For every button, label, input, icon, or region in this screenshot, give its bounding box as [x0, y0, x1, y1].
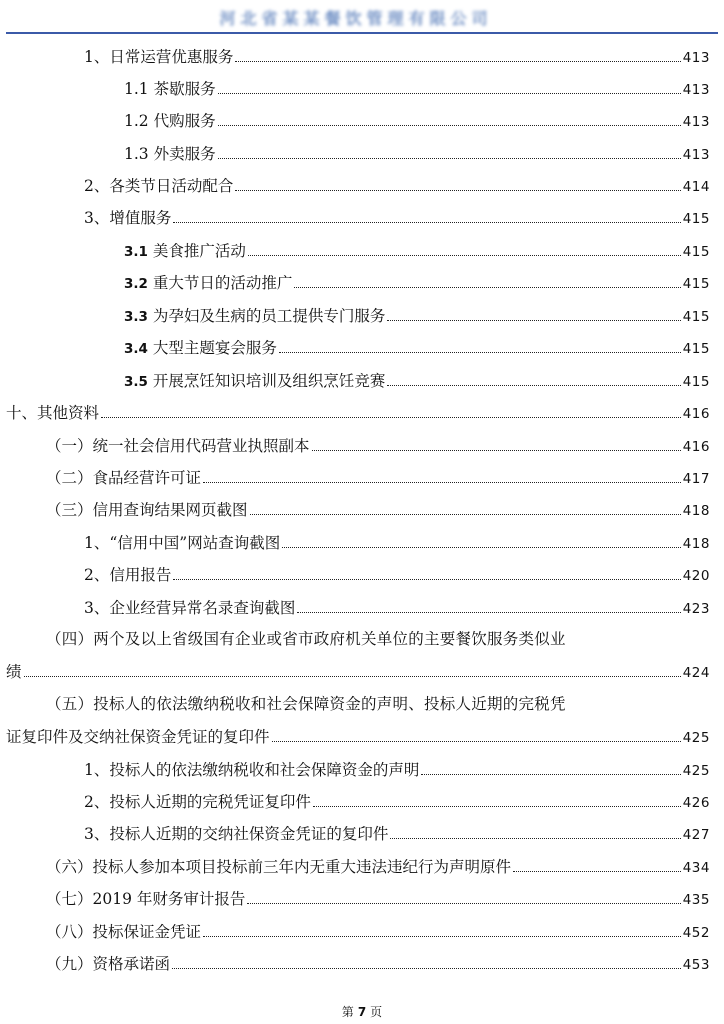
toc-entry-title: [124, 304, 385, 329]
toc-leader-dots: [312, 433, 681, 451]
toc-entry-title: [124, 369, 385, 394]
toc-entry-title: （一）统一社会信用代码营业执照副本: [46, 437, 310, 455]
toc-entry-title-line2: 绩: [6, 663, 22, 681]
toc-entry-page: 434: [682, 860, 710, 876]
toc-entry-title: （七）2019 年财务审计报告: [46, 890, 246, 908]
toc-leader-dots: [101, 400, 681, 418]
toc-entry-title: 2、信用报告: [84, 566, 172, 584]
toc-entry-page: 424: [682, 665, 710, 681]
toc-entry[interactable]: [0, 886, 710, 910]
toc-leader-dots: [218, 141, 681, 159]
toc-entry-text: 开展烹饪知识培训及组织烹饪竞赛: [147, 372, 386, 390]
toc-leader-dots: [235, 44, 680, 62]
toc-leader-dots: [390, 821, 680, 839]
toc-entry-title: 十、其他资料: [6, 404, 100, 422]
toc-entry-title: 3、企业经营异常名录查询截图: [84, 599, 296, 617]
toc-entry[interactable]: [0, 238, 710, 262]
toc-entry-page: 423: [682, 601, 710, 617]
toc-entry[interactable]: [0, 141, 710, 165]
toc-leader-dots: [173, 205, 680, 223]
toc-entry-number: 3.4: [124, 341, 148, 357]
toc-entry-text: 大型主题宴会服务: [147, 339, 277, 357]
toc-leader-dots: [203, 919, 681, 937]
toc-entry-title: （八）投标保证金凭证: [46, 923, 202, 941]
toc-entry-page: 417: [682, 471, 710, 487]
footer-suffix: 页: [370, 1005, 383, 1019]
toc-leader-dots: [24, 659, 681, 677]
toc-entry-title: （九）资格承诺函: [46, 955, 171, 973]
toc-entry[interactable]: [0, 595, 710, 619]
toc-entry-page: 453: [682, 957, 710, 973]
toc-entry-number: 3.3: [124, 309, 148, 325]
toc-entry[interactable]: [0, 205, 710, 229]
toc-entry-title-line1[interactable]: （五）投标人的依法缴纳税收和社会保障资金的声明、投标人近期的完税凭: [46, 695, 566, 713]
toc-entry-page: 425: [682, 763, 710, 779]
toc-entry[interactable]: [0, 530, 710, 554]
toc-entry-number: 3.1: [124, 244, 148, 260]
toc-leader-dots: [282, 530, 681, 548]
toc-entry[interactable]: [0, 659, 710, 683]
toc-entry-title: [124, 336, 277, 361]
toc-entry-title: 3、投标人近期的交纳社保资金凭证的复印件: [84, 825, 389, 843]
toc-entry-number: 3.5: [124, 374, 148, 390]
toc-entry-title: （六）投标人参加本项目投标前三年内无重大违法违纪行为声明原件: [46, 858, 512, 876]
toc-entry[interactable]: [0, 400, 710, 424]
toc-entry[interactable]: [0, 562, 710, 586]
toc-entry-page: 413: [682, 147, 710, 163]
toc-entry-page: 426: [682, 795, 710, 811]
toc-entry[interactable]: [0, 821, 710, 845]
toc-entry-page: 416: [682, 406, 710, 422]
toc-leader-dots: [235, 173, 680, 191]
toc-entry-page: 415: [682, 211, 710, 227]
toc-leader-dots: [297, 595, 680, 613]
toc-entry-title: [124, 239, 246, 264]
toc-leader-dots: [279, 335, 681, 353]
toc-entry[interactable]: [0, 919, 710, 943]
toc-entry-title: [124, 271, 292, 296]
toc-entry-page: 413: [682, 82, 710, 98]
toc-leader-dots: [387, 368, 680, 386]
toc-leader-dots: [250, 497, 681, 515]
toc-entry-page: 415: [682, 276, 710, 292]
toc-entry[interactable]: [0, 173, 710, 197]
toc-entry-page: 415: [682, 244, 710, 260]
toc-leader-dots: [272, 724, 681, 742]
toc-leader-dots: [248, 238, 681, 256]
toc-entry-title: 1、投标人的依法缴纳税收和社会保障资金的声明: [84, 761, 420, 779]
toc-entry-title: 1.1 茶歇服务: [124, 80, 216, 98]
toc-entry-page: 420: [682, 568, 710, 584]
toc-leader-dots: [247, 886, 680, 904]
toc-entry-title: 1.2 代购服务: [124, 112, 216, 130]
toc-entry[interactable]: [0, 854, 710, 878]
toc-entry-title: 1.3 外卖服务: [124, 145, 216, 163]
toc-entry-text: 重大节日的活动推广: [147, 274, 293, 292]
toc-entry-page: 425: [682, 730, 710, 746]
toc-entry-title: 3、增值服务: [84, 209, 172, 227]
toc-entry-title: 1、日常运营优惠服务: [84, 48, 234, 66]
toc-entry-text: 为孕妇及生病的员工提供专门服务: [147, 307, 386, 325]
toc-leader-dots: [513, 854, 681, 872]
toc-entry[interactable]: [0, 433, 710, 457]
toc-entry[interactable]: [0, 108, 710, 132]
toc-entry[interactable]: [0, 465, 710, 489]
toc-entry-title: （二）食品经营许可证: [46, 469, 202, 487]
toc-entry[interactable]: [0, 724, 710, 748]
toc-entry-title-line2: 证复印件及交纳社保资金凭证的复印件: [6, 728, 270, 746]
toc-entry[interactable]: [0, 757, 710, 781]
toc-entry-page: 413: [682, 50, 710, 66]
toc-entry-title: 2、投标人近期的完税凭证复印件: [84, 793, 311, 811]
footer-page-number: 7: [357, 1005, 367, 1019]
toc-leader-dots: [313, 789, 681, 807]
toc-leader-dots: [294, 270, 680, 288]
toc-entry[interactable]: [0, 335, 710, 359]
toc-entry[interactable]: [0, 368, 710, 392]
toc-leader-dots: [218, 108, 681, 126]
toc-entry-page: 415: [682, 374, 710, 390]
header-divider: [6, 32, 718, 34]
toc-entry[interactable]: [0, 303, 710, 327]
toc-entry-title: 1、“信用中国”网站查询截图: [84, 534, 281, 552]
toc-entry[interactable]: [0, 76, 710, 100]
toc-leader-dots: [421, 757, 680, 775]
toc-entry-page: 416: [682, 439, 710, 455]
toc-leader-dots: [218, 76, 681, 94]
header-company-banner: 河北省某某餐饮管理有限公司: [219, 8, 493, 28]
toc-entry-title: （三）信用查询结果网页截图: [46, 501, 248, 519]
toc-entry-page: 452: [682, 925, 710, 941]
toc-entry-text: 美食推广活动: [147, 242, 246, 260]
toc-entry-page: 414: [682, 179, 710, 195]
toc-entry-page: 418: [682, 503, 710, 519]
toc-leader-dots: [173, 562, 680, 580]
toc-entry-title-line1[interactable]: （四）两个及以上省级国有企业或省市政府机关单位的主要餐饮服务类似业: [46, 630, 566, 648]
toc-leader-dots: [387, 303, 680, 321]
toc-leader-dots: [203, 465, 681, 483]
toc-leader-dots: [172, 951, 681, 969]
footer-prefix: 第: [341, 1005, 354, 1019]
toc-entry-page: 415: [682, 309, 710, 325]
toc-entry-page: 418: [682, 536, 710, 552]
toc-entry[interactable]: [0, 497, 710, 521]
toc-entry[interactable]: [0, 270, 710, 294]
toc-entry-page: 415: [682, 341, 710, 357]
toc-entry-page: 427: [682, 827, 710, 843]
toc-entry[interactable]: [0, 44, 710, 68]
toc-entry-number: 3.2: [124, 276, 148, 292]
page-footer: [0, 1003, 724, 1020]
toc-entry[interactable]: [0, 951, 710, 975]
toc-entry-title: 2、各类节日活动配合: [84, 177, 234, 195]
toc-entry[interactable]: [0, 789, 710, 813]
toc-entry-page: 435: [682, 892, 710, 908]
toc-entry-page: 413: [682, 114, 710, 130]
